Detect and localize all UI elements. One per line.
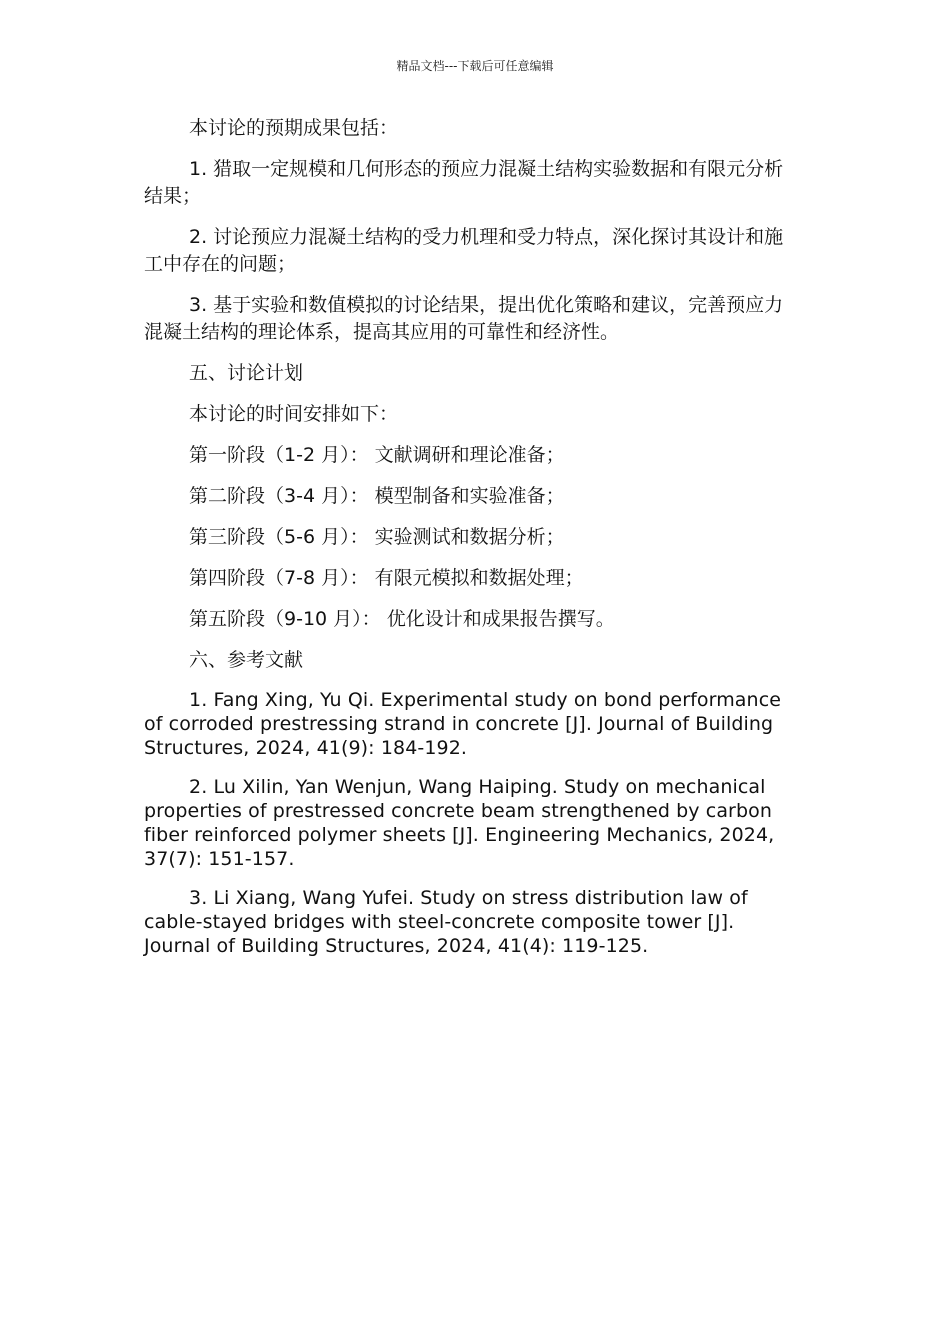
reference-2: 2. Lu Xilin, Yan Wenjun, Wang Haiping. Study on mechanical properties of prestressed concrete beam strengthened by carbon fiber reinforced polymer sheets [J]. Engineering Mechanics, 2024, 37(7): 151-157. — [144, 776, 775, 870]
expected-result-2: 2. 讨论预应力混凝土结构的受力机理和受力特点，深化探讨其设计和施工中存在的问题； — [144, 226, 784, 275]
reference-1: 1. Fang Xing, Yu Qi. Experimental study on bond performance of corroded prestressing strand in concrete [J]. Journal of Building Structures, 2024, 41(9): 184-192. — [144, 689, 782, 759]
expected-result-3: 3. 基于实验和数值模拟的讨论结果，提出优化策略和建议，完善预应力混凝土结构的理论体系，提高其应用的可靠性和经济性。 — [144, 294, 784, 343]
section-heading-plan: 五、讨论计划 — [189, 362, 304, 384]
document-body — [144, 115, 800, 973]
schedule-phase-3: 第三阶段（5-6 月）： 实验测试和数据分析； — [189, 526, 565, 548]
page-header: 精品文档---下载后可任意编辑 — [396, 59, 554, 73]
schedule-intro: 本讨论的时间安排如下： — [189, 403, 399, 425]
schedule-phase-2: 第二阶段（3-4 月）： 模型制备和实验准备； — [189, 485, 565, 507]
schedule-phase-1: 第一阶段（1-2 月）： 文献调研和理论准备； — [189, 444, 565, 466]
schedule-phase-5: 第五阶段（9-10 月）： 优化设计和成果报告撰写。 — [189, 608, 615, 630]
reference-3: 3. Li Xiang, Wang Yufei. Study on stress distribution law of cable-stayed bridges with steel-concrete composite tower [J]. Journal of Building Structures, 2024, 41(4): 119-125. — [144, 887, 748, 957]
section-heading-references: 六、参考文献 — [189, 649, 304, 671]
expected-results-intro: 本讨论的预期成果包括： — [189, 117, 399, 139]
schedule-phase-4: 第四阶段（7-8 月）： 有限元模拟和数据处理； — [189, 567, 584, 589]
expected-result-1: 1. 猎取一定规模和几何形态的预应力混凝土结构实验数据和有限元分析结果； — [144, 158, 784, 207]
